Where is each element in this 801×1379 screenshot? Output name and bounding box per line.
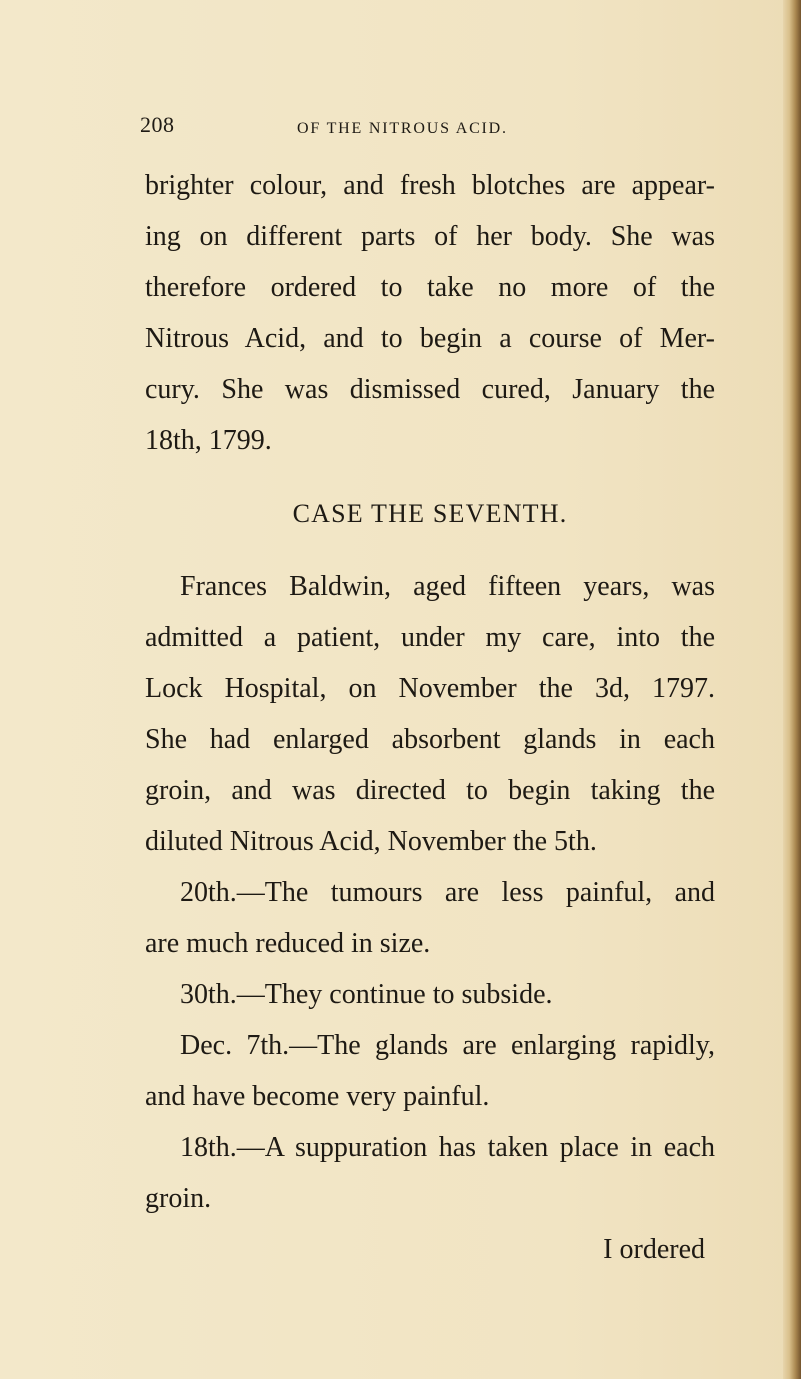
text-line: groin, and was directed to begin taking the	[145, 775, 715, 806]
text-line: are much reduced in size.	[145, 928, 431, 959]
text-line: groin.	[145, 1183, 212, 1214]
text-line: and have become very painful.	[145, 1081, 490, 1112]
running-title: OF THE NITROUS ACID.	[297, 120, 508, 137]
text-line: ing on different parts of her body. She was	[145, 221, 715, 252]
text-line: Dec. 7th.—The glands are enlarging rapidly,	[180, 1030, 715, 1061]
text-line: 30th.—They continue to subside.	[180, 979, 553, 1010]
text-line: cury. She was dismissed cured, January the	[145, 374, 715, 405]
text-line: Nitrous Acid, and to begin a course of Mer-	[145, 323, 715, 354]
body-text	[145, 160, 715, 1275]
text-line: She had enlarged absorbent glands in each	[145, 724, 715, 755]
running-head	[0, 112, 801, 152]
page-number: 208	[140, 112, 175, 137]
text-line: 18th, 1799.	[145, 425, 272, 456]
text-line: 20th.—The tumours are less painful, and	[180, 877, 715, 908]
text-line: 18th.—A suppuration has taken place in each	[180, 1132, 715, 1163]
text-line: therefore ordered to take no more of the	[145, 272, 715, 303]
catchword: I ordered	[603, 1234, 705, 1265]
text-line: Frances Baldwin, aged fifteen years, was	[180, 571, 715, 602]
text-line: admitted a patient, under my care, into the	[145, 622, 715, 653]
page-edge-shadow	[783, 0, 801, 1379]
text-line: brighter colour, and fresh blotches are appear-	[145, 170, 715, 201]
text-line: Lock Hospital, on November the 3d, 1797.	[145, 673, 715, 704]
text-line: diluted Nitrous Acid, November the 5th.	[145, 826, 597, 857]
case-heading: CASE THE SEVENTH.	[292, 499, 568, 528]
